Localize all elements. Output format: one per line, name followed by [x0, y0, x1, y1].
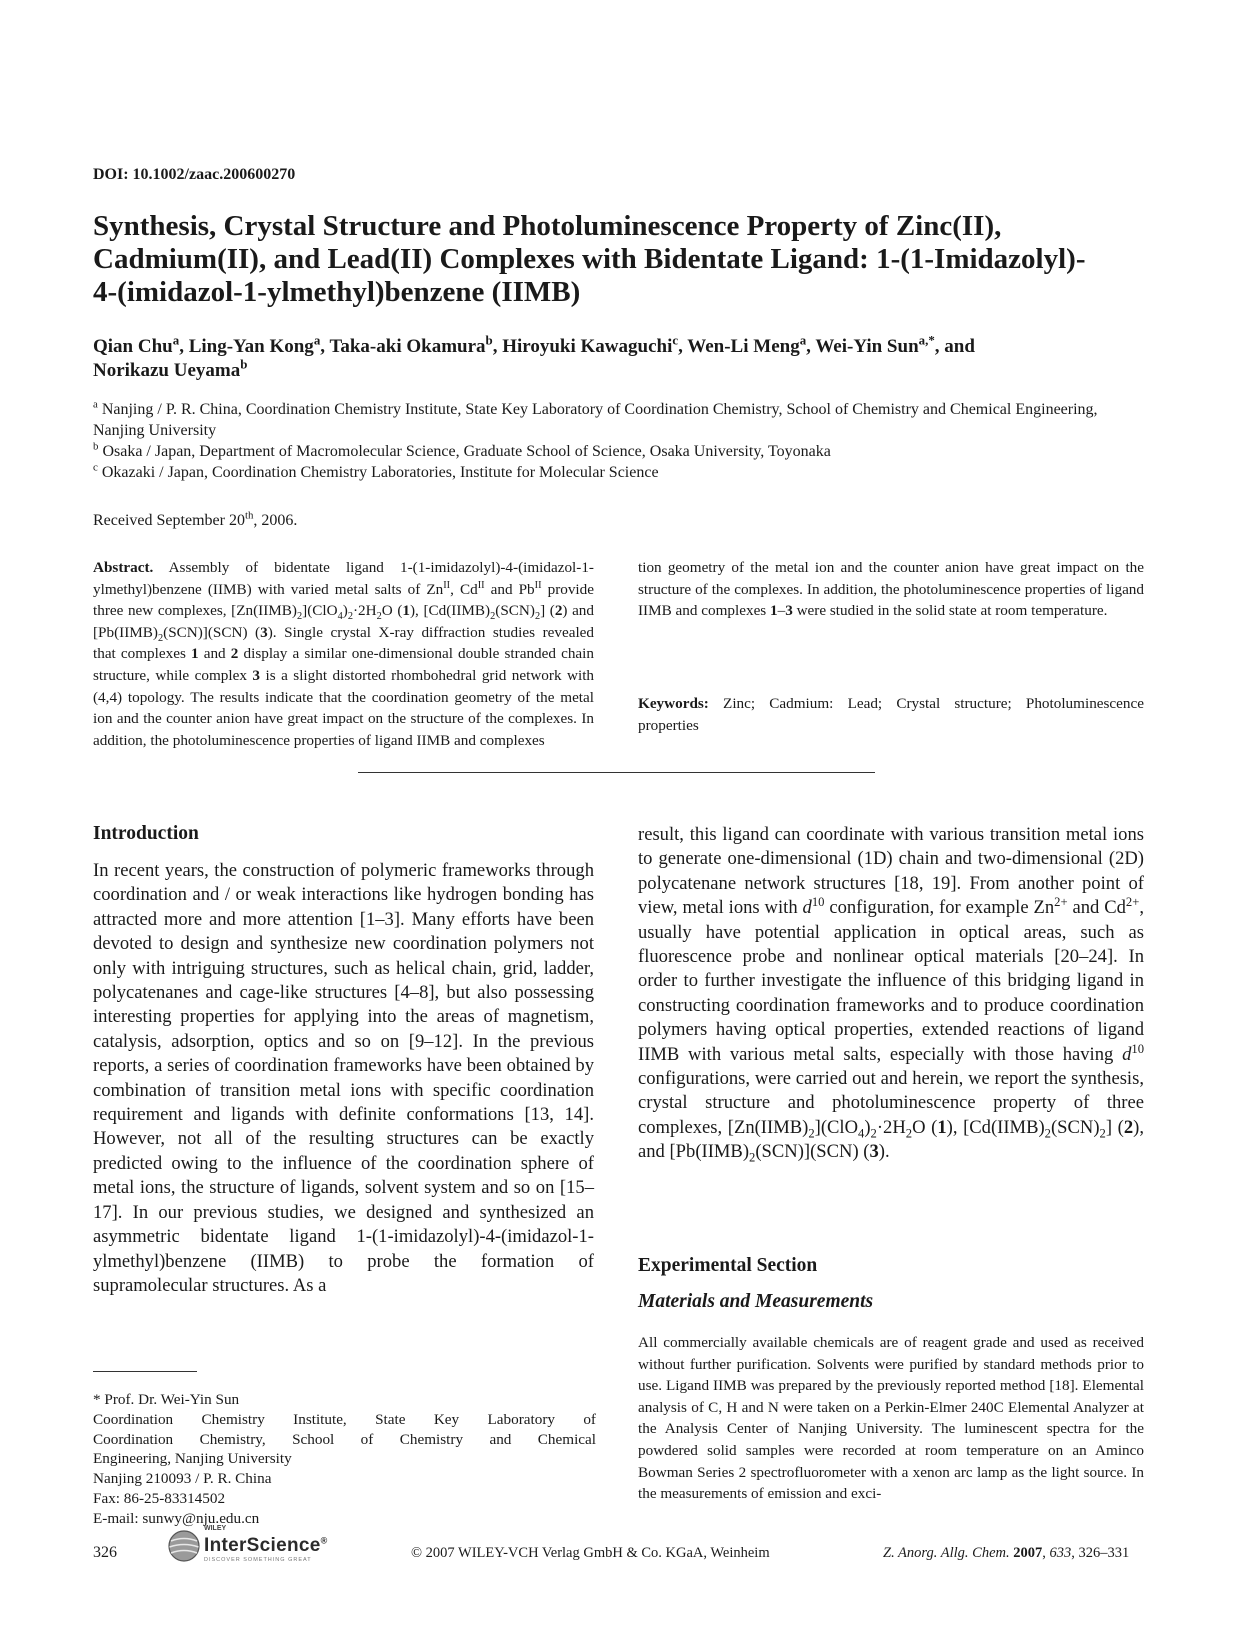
introduction-text-continued: result, this ligand can coordinate with various transition metal ions to generate one-dimensional (1D) chain and two-dimensional (2D) polycatenane network structures [18, 19]. From another point of view, metal ions with $d^{10}$ configuration, for example $Zn^{2+}$ and $Cd^{2+}$, usually have potential application in optical areas, such as fluorescence probe and nonlinear optical materials [20–24]. In order to further investigate the influence of this bridging ligand in constructing coordination frameworks and to produce coordination polymers having optical properties, extended reactions of ligand IIMB with various metal salts, especially with those having $d^{10}$ configurations, were carried out and herein, we report the synthesis, crystal structure and photoluminescence property of three complexes, $[Zn(IIMB)_2](ClO_4)_2\cdot 2H_2O$ (1), $[Cd(IIMB)_2(SCN)_2]$ (2), and $[Pb(IIMB)_2(SCN)](SCN)$ (3). [638, 824, 1145, 1165]
affiliation [93, 462, 1153, 483]
affiliation-mark: b [93, 440, 99, 453]
author-affil-mark: a [799, 332, 807, 348]
logo-brand: InterScience® [204, 1535, 328, 1556]
section-heading-experimental: Experimental Section [638, 1255, 818, 1276]
author-name: Norikazu Ueyama [93, 360, 241, 381]
author-name: Qian Chu [93, 336, 173, 357]
logo-tagline: DISCOVER SOMETHING GREAT [204, 1557, 312, 1563]
page-number: 326 [93, 1544, 117, 1561]
corresponding-author-footnote: * Prof. Dr. Wei-Yin Sun Coordination Chemistry Institute, State Key Laboratory of Coordination Chemistry, School of Chemistry and Chemical Engineering, Nanjing University Nanjing 210093 / P. R. China Fax: 86-25-83314502 E-mail: sunwy@nju.edu.cn [93, 1391, 596, 1527]
author-affil-mark: c [672, 332, 679, 348]
title-line: 4-(imidazol-1-ylmethyl)benzene (IIMB) [93, 276, 581, 308]
section-divider [358, 772, 875, 773]
section-heading-introduction: Introduction [93, 823, 199, 844]
logo-publisher: WILEY [204, 1525, 227, 1532]
email: E-mail: sunwy@nju.edu.cn [93, 1509, 260, 1527]
abstract-text-continued: tion geometry of the metal ion and the counter anion have great impact on the structure of the complexes. In addition, the photoluminescence properties of ligand IIMB and complexes 1–3 were studied in the solid state at room temperature. [638, 559, 1144, 620]
materials-text: All commercially available chemicals are of reagent grade and used as received without further purification. Solvents were purified by standard methods prior to use. Ligand IIMB was prepared by the previously reported method [18]. Elemental analysis of C, H and N were taken on a Perkin-Elmer 240C Elemental Analyzer at the Analysis Center of Nanjing University. The luminescent spectra for the powdered solid samples were recorded at room temperature on an Aminco Bowman Series 2 spectrofluorometer with a xenon arc lamp as the light source. In the measurements of emission and exci- [638, 1334, 1144, 1503]
title-line: Cadmium(II), and Lead(II) Complexes with Bidentate Ligand: 1-(1-Imidazolyl)- [93, 243, 1086, 275]
interscience-logo [167, 1527, 337, 1565]
affiliation [93, 441, 1153, 462]
author-name: Hiroyuki Kawaguchi [502, 336, 673, 357]
author-affil-mark: b [240, 356, 248, 372]
author-affil-mark: a,* [918, 332, 935, 348]
author-name: Wei-Yin Sun [815, 336, 919, 357]
affiliation-mark: a [93, 398, 98, 411]
keywords: Keywords: Zinc; Cadmium: Lead; Crystal structure; Photoluminescence properties [638, 695, 1144, 734]
footnote-rule [93, 1371, 197, 1372]
affiliation-mark: c [93, 461, 98, 474]
doi: DOI: 10.1002/zaac.200600270 [93, 166, 296, 183]
author-affil-mark: a [313, 332, 321, 348]
affiliation-text: Osaka / Japan, Department of Macromolecular Science, Graduate School of Science, Osaka University, Toyonaka [102, 443, 831, 460]
affiliations [93, 399, 1153, 483]
article-title [93, 210, 1153, 309]
subsection-heading-materials: Materials and Measurements [638, 1291, 874, 1312]
globe-icon [167, 1529, 201, 1563]
introduction-text: In recent years, the construction of polymeric frameworks through coordination and / or weak interactions like hydrogen bonding has attracted more and more attention [1–3]. Many efforts have been devoted to design and synthesize new coordination polymers not only with intriguing structures, such as helical chain, grid, ladder, polycatenanes and cage-like structures [4–8], but also possessing interesting properties for applying into the areas of magnetism, catalysis, adsorption, optics and so on [9–12]. In the previous reports, a series of coordination frameworks have been obtained by combination of transition metal ions with specific coordination requirement and ligands with definite conformations [13, 14]. However, not all of the resulting structures can be exactly predicted owing to the influence of the coordination sphere of metal ions, the structure of ligands, solvent system and so on [15–17]. In our previous studies, we designed and synthesized an asymmetric bidentate ligand 1-(1-imidazolyl)-4-(imidazol-1-ylmethyl)benzene (IIMB) to probe the formation of supramolecular structures. As a [93, 860, 594, 1296]
affiliation [93, 399, 1153, 441]
received-date: Received September 20th, 2006. [93, 509, 298, 529]
author-name: Ling-Yan Kong [188, 336, 314, 357]
author-affil-mark: a [172, 332, 180, 348]
author-list: Qian Chu$^a$, Ling-Yan Kong$^a$, Taka-aki Okamura$^b$, Hiroyuki Kawaguchi$^c$, Wen-Li Meng$^a$, Wei-Yin Sun$^{a,*}$, and Norikazu Ueyama$^b$ [93, 332, 975, 381]
affiliation-text: Nanjing / P. R. China, Coordination Chemistry Institute, State Key Laboratory of Coordination Chemistry, School of Chemistry and Chemical Engineering, Nanjing University [93, 401, 1098, 439]
title-line: Synthesis, Crystal Structure and Photoluminescence Property of Zinc(II), [93, 210, 1002, 242]
author-name: Taka-aki Okamura [329, 336, 486, 357]
copyright: © 2007 WILEY-VCH Verlag GmbH & Co. KGaA, Weinheim [411, 1545, 770, 1561]
author-name: Wen-Li Meng [687, 336, 800, 357]
author-affil-mark: b [485, 332, 493, 348]
journal-citation: Z. Anorg. Allg. Chem. 2007, 633, 326–331 [883, 1545, 1130, 1561]
abstract-text: Abstract. Assembly of bidentate ligand 1-(1-imidazolyl)-4-(imidazol-1-ylmethyl)benzene (IIMB) with varied metal salts of $Zn^{II}$, $Cd^{II}$ and $Pb^{II}$ provide three new complexes, $[Zn(IIMB)_2](ClO_4)_2\cdot 2H_2O$ (1), $[Cd(IIMB)_2(SCN)_2]$ (2) and $[Pb(IIMB)_2(SCN)](SCN)$ (3). Single crystal X-ray diffraction studies revealed that complexes 1 and 2 display a similar one-dimensional double stranded chain structure, while complex 3 is a slight distorted rhombohedral grid network with (4,4) topology. The results indicate that the coordination geometry of the metal ion and the counter anion have great impact on the structure of the complexes. In addition, the photoluminescence properties of ligand IIMB and complexes [93, 559, 595, 749]
affiliation-text: Okazaki / Japan, Coordination Chemistry Laboratories, Institute for Molecular Science [101, 464, 659, 481]
